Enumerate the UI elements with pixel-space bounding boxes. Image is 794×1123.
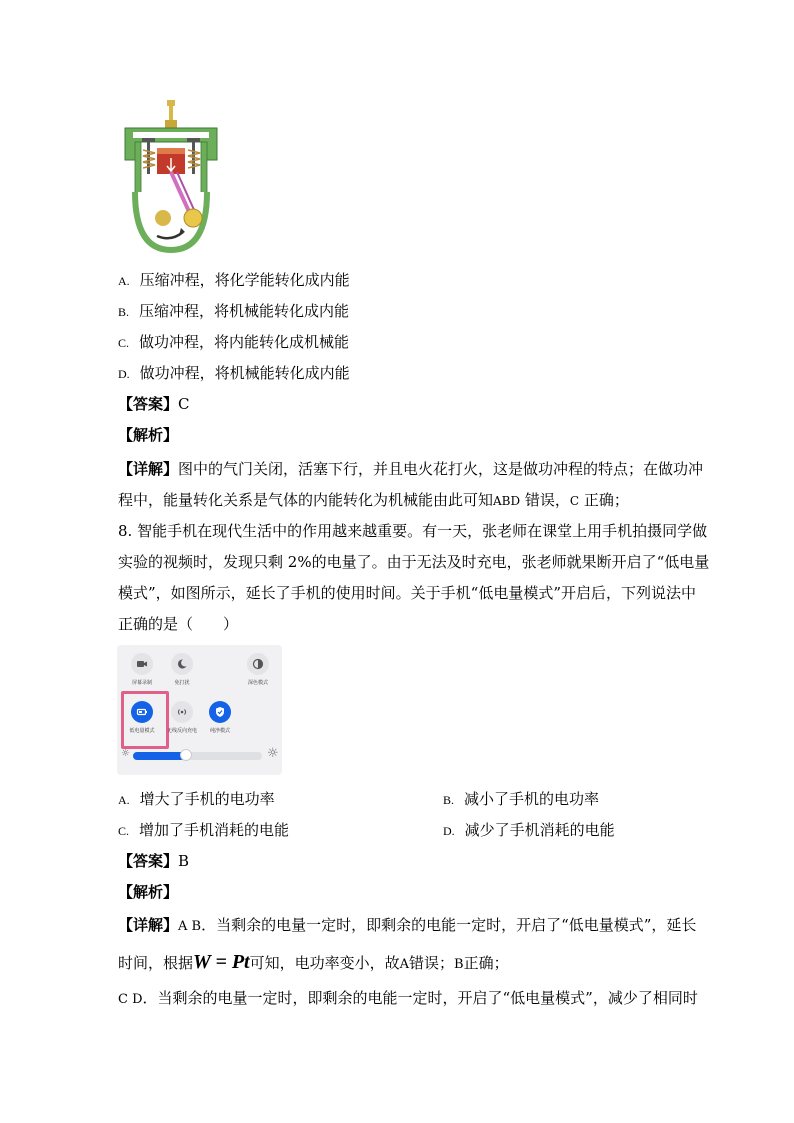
camera-icon [131,653,153,675]
question-8-stem-line-4: 正确的是（ ） [118,615,239,633]
q8-option-c: C. 增加了手机消耗的电能 [118,821,290,839]
option-d: D. 做功冲程，将机械能转化成内能 [118,364,350,382]
shield-icon [209,701,231,723]
engine-stroke-diagram [121,98,221,258]
q8-analysis-heading: 【解析】 [118,883,179,901]
moon-icon [171,653,193,675]
screen-record-tile: 屏幕录制 [119,653,165,686]
brightness-slider-fill [133,752,185,760]
q8-option-a: A. 增大了手机的电功率 [118,790,275,808]
option-c: C. 做功冲程，将内能转化成机械能 [118,333,350,351]
option-a: A. 压缩冲程，将化学能转化成内能 [118,271,350,289]
pure-mode-tile: 纯净模式 [197,701,243,734]
option-b: B. 压缩冲程，将机械能转化成内能 [118,302,350,320]
dark-mode-tile: 深色模式 [235,653,281,686]
question-8-stem-line-3: 模式”，如图所示，延长了手机的使用时间。关于手机“低电量模式”开启后，下列说法中 [118,584,697,602]
brightness-slider [133,752,262,760]
low-power-mode-tile: 低电量模式 [119,701,165,734]
formula-w-equals-pt: W = Pt [193,951,250,973]
question-8-stem-line-2: 实验的视频时，发现只剩 2%的电量了。由于无法及时充电，张老师就果断开启了“低电量 [118,553,710,571]
brightness-slider-knob [180,749,192,761]
brightness-high-icon: ☼ [267,746,279,761]
phone-quick-settings-panel [117,645,282,775]
q8-option-b: B. 减小了手机的电功率 [443,790,600,808]
q8-detail-line-3: C D．当剩余的电量一定时，即剩余的电能一定时，开启了“低电量模式”，减少了相同时 [118,989,698,1007]
analysis-heading: 【解析】 [118,426,179,444]
battery-icon [131,701,153,723]
detail-line-2: 程中，能量转化关系是气体的内能转化为机械能由此可知ABD 错误，C 正确； [118,491,629,509]
question-8-stem-line-1: 8. 智能手机在现代生活中的作用越来越重要。有一天，张老师在课堂上用手机拍摄同学做 [118,522,708,540]
q8-detail-line-1: 【详解】A B．当剩余的电量一定时，即剩余的电能一定时，开启了“低电量模式”，延长 [118,916,697,934]
detail-line-1: 【详解】图中的气门关闭，活塞下行，并且电火花打火，这是做功冲程的特点；在做功冲 [118,460,704,478]
wireless-reverse-charge-tile: 无线反向充电 [159,701,205,734]
q8-answer-line: 【答案】B [118,852,190,870]
wireless-charge-icon [171,701,193,723]
q8-option-d: D. 减少了手机消耗的电能 [443,821,615,839]
contrast-icon [247,653,269,675]
answer-line: 【答案】C [118,395,190,413]
do-not-disturb-tile: 免打扰 [159,653,205,686]
brightness-low-icon: ☼ [121,748,130,759]
q8-detail-line-2: 时间，根据W = Pt可知，电功率变小，故A错误；B正确； [118,951,509,973]
